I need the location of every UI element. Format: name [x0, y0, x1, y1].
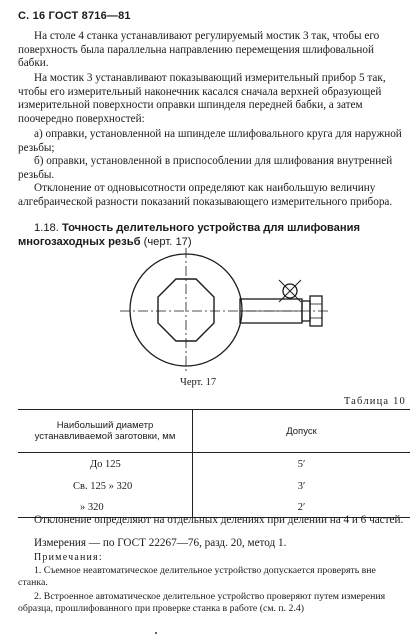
table-row	[18, 475, 410, 497]
table-cell: 3′	[297, 480, 306, 492]
section-title: Точность делительного устройства для шлифования многозаходных резьб	[18, 222, 361, 248]
paragraph-division-deviation: Отклонение определяют на отдельных делениях при делении на 4 и 6 частей.	[34, 514, 404, 526]
tolerance-table	[18, 409, 410, 518]
notes-heading: Примечания:	[34, 552, 103, 563]
print-speck	[155, 632, 157, 634]
column-header-tolerance: Допуск	[193, 410, 411, 453]
table-header-row	[18, 410, 410, 453]
table-row	[18, 453, 410, 476]
paragraph-item-b: б) оправки, установленной в приспособлении для шлифования внутренней резьбы.	[18, 155, 393, 181]
section-number: 1.18.	[34, 222, 59, 234]
section-ref: (черт. 17)	[143, 235, 192, 248]
column-header-diameter: Наибольший диаметр устанавливаемой заготовки, мм	[18, 410, 193, 453]
note-1: 1. Съемное неавтоматическое делительное устройство допускается проверять вне станка.	[18, 565, 376, 589]
paragraph-bridge-setup: На столе 4 станка устанавливают регулируемый мостик 3 так, чтобы его поверхность была параллельна направлению перемещения шлифовальной бабки.	[18, 30, 380, 70]
table-cell: 5′	[297, 458, 306, 470]
table-cell: Св. 125 » 320	[18, 475, 193, 497]
paragraph-item-a: а) оправки, установленной на шпинделе шлифовального круга для наружной резьбы;	[18, 128, 402, 154]
table-cell: До 125	[18, 453, 193, 476]
paragraph-deviation: Отклонение от одновысотности определяют как наибольшую величину алгебраической разности показаний показывающего измерительного прибора.	[18, 182, 393, 208]
table-cell: 2′	[193, 497, 411, 518]
table-cell: » 320	[18, 497, 193, 518]
paragraph-measurement-method: Измерения — по ГОСТ 22267—76, разд. 20, метод 1.	[34, 537, 287, 549]
note-2: 2. Встроенное автоматическое делительное устройство проверяют путем измерения образца, прошлифованного при проверке станка в работе (см. п. 2.4)	[18, 591, 386, 615]
page-header: С. 16 ГОСТ 8716—81	[18, 10, 131, 22]
paragraph-indicator-setup: На мостик 3 устанавливают показывающий измерительный прибор 5 так, чтобы его измерительный наконечник касался сначала верхней образующей измерительной поверхности оправки шпинделя передней бабки, а затем поочередно поверхностей:	[18, 72, 386, 125]
figure-caption: Черт. 17	[180, 377, 217, 388]
table-caption: Таблица 10	[343, 396, 406, 407]
